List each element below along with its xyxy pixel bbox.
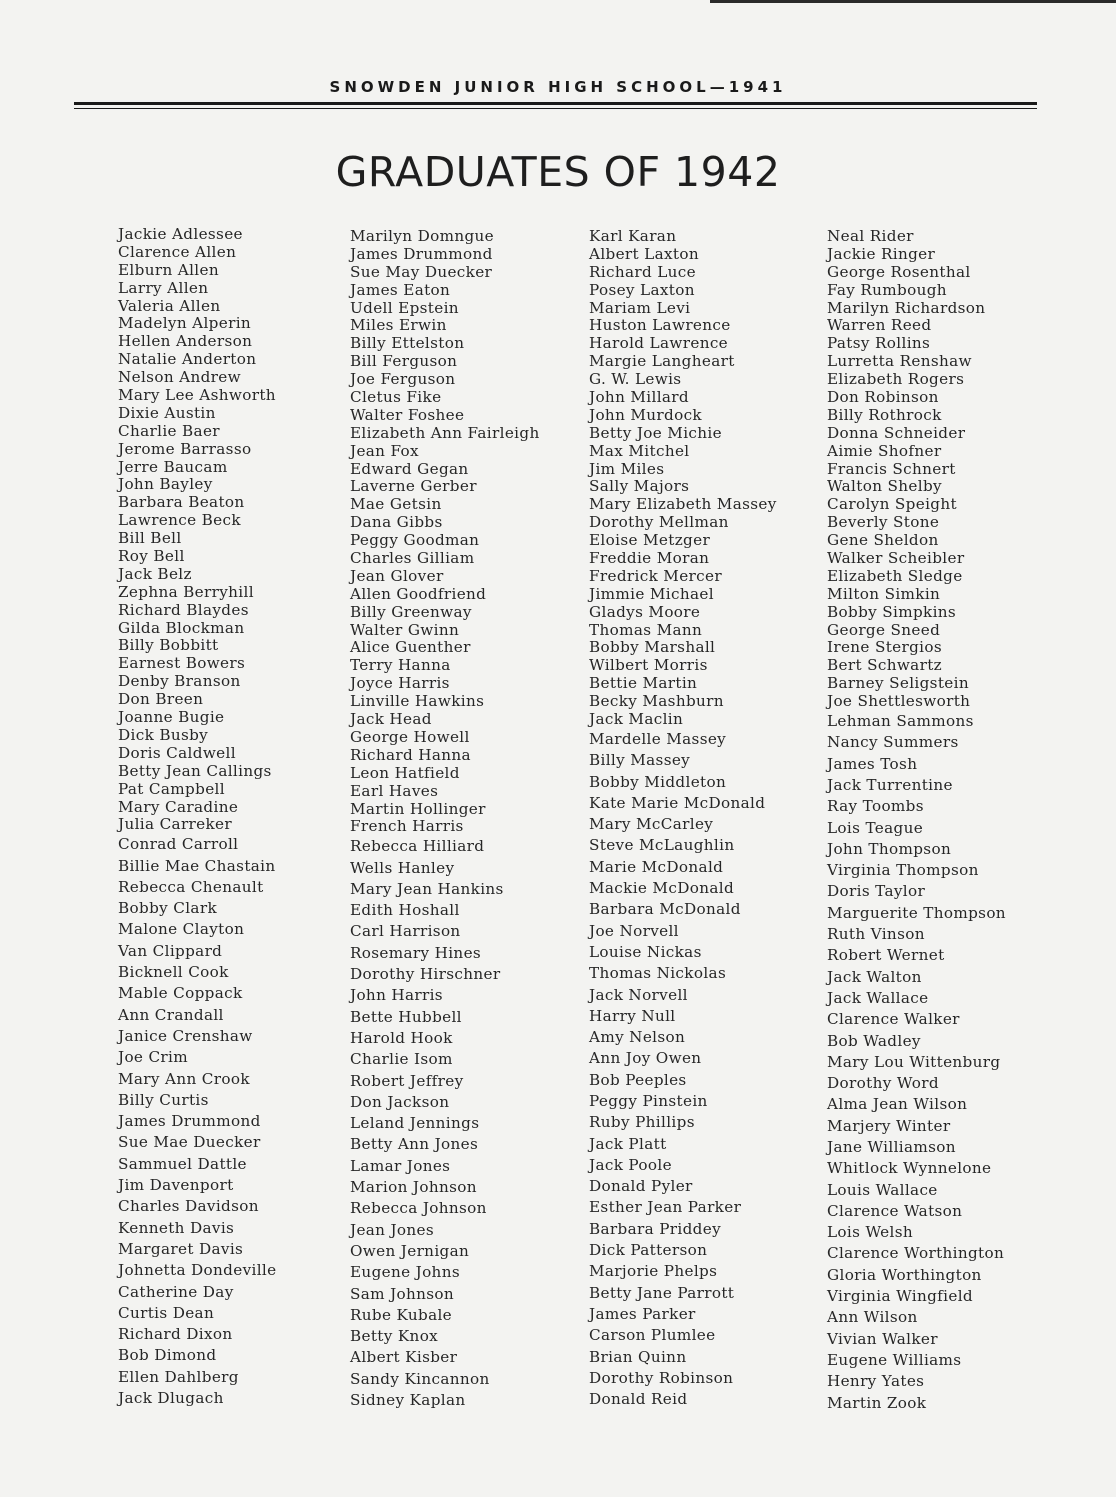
- graduate-name: Louis Wallace: [827, 1180, 938, 1199]
- graduate-name: Neal Rider: [827, 227, 914, 245]
- graduate-name: Margaret Davis: [118, 1239, 244, 1258]
- graduate-name: Jack Head: [350, 710, 432, 729]
- graduate-name: Kate Marie McDonald: [589, 793, 766, 812]
- graduate-name: Dick Busby: [118, 725, 209, 744]
- graduate-name: John Bayley: [118, 475, 213, 494]
- graduate-name: Francis Schnert: [827, 459, 956, 478]
- graduate-name: Dana Gibbs: [350, 513, 443, 532]
- graduate-name: Edith Hoshall: [350, 901, 460, 920]
- graduate-name: Walton Shelby: [827, 477, 942, 496]
- graduate-name: Martin Hollinger: [350, 799, 486, 818]
- graduate-name: Joe Crim: [118, 1048, 188, 1067]
- graduate-name: Donald Pyler: [589, 1177, 693, 1196]
- graduate-name: Nelson Andrew: [118, 368, 241, 387]
- graduate-name: Lamar Jones: [350, 1156, 451, 1175]
- graduate-name: Billy Rothrock: [827, 405, 942, 424]
- graduate-name: Jean Glover: [350, 566, 444, 585]
- graduate-name: Mable Coppack: [118, 984, 243, 1003]
- graduate-name: Malone Clayton: [118, 920, 245, 939]
- graduate-name: Lawrence Beck: [118, 511, 241, 530]
- graduate-name: Barbara Priddey: [589, 1219, 721, 1238]
- graduate-name: Linville Hawkins: [350, 692, 485, 711]
- graduate-name: Betty Jane Parrott: [589, 1283, 735, 1302]
- graduate-name: Carolyn Speight: [827, 495, 957, 514]
- graduate-name: Madelyn Alperin: [118, 314, 252, 333]
- graduate-name: Catherine Day: [118, 1282, 234, 1301]
- graduate-name: Jackie Ringer: [827, 244, 936, 263]
- graduate-name: Mary Elizabeth Massey: [589, 495, 777, 514]
- graduate-name: Barney Seligstein: [827, 674, 969, 693]
- names-column-4: [827, 228, 1006, 1414]
- graduate-name: Peggy Goodman: [350, 531, 480, 550]
- graduate-name: Laverne Gerber: [350, 477, 477, 496]
- header-rule-thick: [74, 102, 1037, 105]
- graduate-name: Marilyn Domngue: [350, 227, 495, 245]
- graduate-name: Earnest Bowers: [118, 654, 246, 673]
- graduate-name: Clarence Allen: [118, 242, 237, 261]
- graduate-name: Mardelle Massey: [589, 729, 727, 748]
- graduate-name: John Harris: [350, 986, 443, 1005]
- graduate-name: Jack Maclin: [589, 710, 684, 729]
- graduate-name: George Rosenthal: [827, 262, 971, 281]
- graduate-name: Lurretta Renshaw: [827, 352, 972, 371]
- graduate-name: Robert Jeffrey: [350, 1071, 464, 1090]
- graduate-name: Henry Yates: [827, 1372, 925, 1391]
- graduate-name: Harry Null: [589, 1006, 676, 1025]
- graduate-name: Lois Teague: [827, 818, 924, 837]
- graduate-name: Betty Jean Callings: [118, 761, 272, 780]
- graduate-name: Doris Taylor: [827, 882, 926, 901]
- graduate-name: Bob Dimond: [118, 1346, 217, 1365]
- graduate-name: Richard Blaydes: [118, 600, 249, 619]
- graduate-name: Billy Bobbitt: [118, 636, 219, 655]
- names-column-3: [589, 228, 777, 1410]
- graduate-name: Elizabeth Sledge: [827, 566, 963, 585]
- graduate-name: Marjorie Phelps: [589, 1262, 718, 1281]
- graduate-name: Billy Massey: [589, 751, 691, 770]
- graduate-name: Thomas Mann: [589, 620, 703, 639]
- graduate-name: Valeria Allen: [118, 296, 221, 315]
- graduate-name: Jerre Baucam: [118, 457, 228, 476]
- graduate-name: Warren Reed: [827, 316, 932, 335]
- graduate-name: Dorothy Word: [827, 1074, 939, 1093]
- graduate-name: Don Breen: [118, 690, 204, 709]
- graduate-name: Bob Wadley: [827, 1031, 921, 1050]
- graduate-name: John Millard: [589, 388, 689, 407]
- graduate-name: Ruth Vinson: [827, 925, 925, 944]
- graduate-name: Fredrick Mercer: [589, 566, 722, 585]
- graduate-name: Alma Jean Wilson: [827, 1095, 968, 1114]
- graduate-name: Patsy Rollins: [827, 334, 931, 353]
- graduate-name: Rube Kubale: [350, 1305, 453, 1324]
- graduate-name: Robert Wernet: [827, 946, 945, 965]
- graduate-name: James Drummond: [350, 244, 493, 263]
- graduate-name: James Eaton: [350, 280, 451, 299]
- graduate-name: Gloria Worthington: [827, 1265, 982, 1284]
- graduate-name: Sue Mae Duecker: [118, 1133, 261, 1152]
- graduate-name: Clarence Watson: [827, 1201, 963, 1220]
- graduate-name: Jim Miles: [589, 459, 665, 478]
- graduate-name: Bill Bell: [118, 529, 182, 548]
- graduate-name: Mary McCarley: [589, 815, 714, 834]
- graduate-name: Charlie Baer: [118, 421, 220, 440]
- graduate-name: Betty Ann Jones: [350, 1135, 479, 1154]
- graduate-name: Walter Gwinn: [350, 620, 460, 639]
- graduate-name: Mackie McDonald: [589, 879, 735, 898]
- graduate-name: Jack Poole: [589, 1155, 672, 1174]
- graduate-name: Bette Hubbell: [350, 1007, 462, 1026]
- graduate-name: Harold Lawrence: [589, 334, 729, 353]
- graduate-name: Jane Williamson: [827, 1137, 956, 1156]
- graduate-name: Earl Haves: [350, 781, 439, 800]
- graduate-name: James Drummond: [118, 1112, 261, 1131]
- graduate-name: Steve McLaughlin: [589, 836, 735, 855]
- graduate-name: Curtis Dean: [118, 1303, 215, 1322]
- graduate-name: Bicknell Cook: [118, 963, 229, 982]
- graduate-name: Virginia Wingfield: [827, 1287, 973, 1306]
- graduate-name: Wilbert Morris: [589, 656, 708, 675]
- graduate-name: Brian Quinn: [589, 1347, 687, 1366]
- graduate-name: Fay Rumbough: [827, 280, 947, 299]
- graduate-name: Whitlock Wynnelone: [827, 1159, 992, 1178]
- graduate-name: Barbara McDonald: [589, 900, 741, 919]
- graduate-name: Bert Schwartz: [827, 656, 943, 675]
- graduate-name: Nancy Summers: [827, 733, 959, 752]
- graduate-name: Jim Davenport: [118, 1176, 234, 1195]
- names-column-2: [350, 228, 540, 1411]
- graduate-name: Gene Sheldon: [827, 531, 939, 550]
- graduate-name: Betty Knox: [350, 1327, 439, 1346]
- graduate-name: Dick Patterson: [589, 1241, 708, 1260]
- graduate-name: Walker Scheibler: [827, 549, 965, 568]
- graduate-name: Mary Caradine: [118, 797, 239, 816]
- graduate-name: Mae Getsin: [350, 495, 442, 514]
- graduate-name: Amy Nelson: [589, 1028, 686, 1047]
- graduate-name: Leon Hatfield: [350, 763, 460, 782]
- graduate-name: Ann Crandall: [118, 1005, 224, 1024]
- graduate-name: Milton Simkin: [827, 584, 941, 603]
- graduate-name: Mary Jean Hankins: [350, 879, 504, 898]
- graduate-name: Denby Branson: [118, 672, 241, 691]
- graduate-name: Bob Peeples: [589, 1070, 687, 1089]
- graduate-name: Margie Langheart: [589, 352, 735, 371]
- graduate-name: Kenneth Davis: [118, 1218, 235, 1237]
- graduate-name: Rebecca Johnson: [350, 1199, 487, 1218]
- graduate-name: Jack Walton: [827, 967, 922, 986]
- graduate-name: Rebecca Hilliard: [350, 837, 485, 856]
- page-title: GRADUATES OF 1942: [335, 148, 781, 196]
- graduate-name: Ruby Phillips: [589, 1113, 695, 1132]
- graduate-name: Richard Luce: [589, 262, 697, 281]
- graduate-name: Sue May Duecker: [350, 262, 493, 281]
- graduate-name: Ray Toombs: [827, 797, 924, 816]
- graduate-name: Billy Curtis: [118, 1090, 209, 1109]
- graduate-name: Marilyn Richardson: [827, 298, 986, 317]
- graduate-name: Bettie Martin: [589, 674, 698, 693]
- graduate-name: Jack Norvell: [589, 985, 688, 1004]
- graduate-name: Sandy Kincannon: [350, 1369, 490, 1388]
- graduate-name: Roy Bell: [118, 547, 185, 566]
- graduate-name: Gilda Blockman: [118, 618, 245, 637]
- graduate-name: Carl Harrison: [350, 922, 461, 941]
- graduate-name: Zephna Berryhill: [118, 582, 254, 601]
- graduate-name: French Harris: [350, 817, 464, 836]
- graduate-name: Julia Carreker: [118, 815, 233, 834]
- graduate-name: John Murdock: [589, 405, 702, 424]
- graduate-name: Billy Greenway: [350, 602, 472, 621]
- graduate-name: G. W. Lewis: [589, 370, 682, 389]
- graduate-name: Betty Joe Michie: [589, 423, 722, 442]
- graduate-name: James Parker: [589, 1304, 696, 1323]
- graduate-name: Mary Ann Crook: [118, 1069, 250, 1088]
- graduate-name: Johnetta Dondeville: [118, 1261, 277, 1280]
- graduate-name: Gladys Moore: [589, 602, 701, 621]
- graduate-name: Marguerite Thompson: [827, 903, 1006, 922]
- graduate-name: Aimie Shofner: [827, 441, 942, 460]
- graduate-name: Donald Reid: [589, 1390, 688, 1409]
- graduate-name: Billy Ettelston: [350, 334, 465, 353]
- graduate-name: Huston Lawrence: [589, 316, 731, 335]
- graduate-name: Clarence Walker: [827, 1010, 960, 1029]
- graduate-name: Joe Ferguson: [350, 370, 456, 389]
- graduate-name: George Howell: [350, 727, 470, 746]
- graduate-name: Richard Hanna: [350, 745, 471, 764]
- graduate-name: Rebecca Chenault: [118, 877, 264, 896]
- graduate-name: Marion Johnson: [350, 1178, 477, 1197]
- graduate-name: Jack Dlugach: [118, 1389, 224, 1407]
- graduate-name: Ellen Dahlberg: [118, 1367, 239, 1386]
- names-column-1: [118, 226, 276, 1409]
- graduate-name: Eugene Williams: [827, 1350, 962, 1369]
- graduate-name: Allen Goodfriend: [350, 584, 487, 603]
- graduate-name: Richard Dixon: [118, 1325, 233, 1344]
- graduate-name: Irene Stergios: [827, 638, 943, 657]
- graduate-name: Jackie Adlessee: [118, 225, 243, 243]
- graduate-name: Sammuel Dattle: [118, 1154, 247, 1173]
- graduate-name: Owen Jernigan: [350, 1241, 470, 1260]
- graduate-name: Sidney Kaplan: [350, 1391, 466, 1409]
- graduate-name: Mary Lou Wittenburg: [827, 1052, 1001, 1071]
- graduate-name: Louise Nickas: [589, 942, 702, 961]
- graduate-name: Joe Shettlesworth: [827, 692, 971, 711]
- graduate-name: James Tosh: [827, 754, 918, 773]
- graduate-name: Carson Plumlee: [589, 1326, 716, 1345]
- graduate-name: Jack Belz: [118, 564, 192, 583]
- header-rule-thin: [74, 108, 1037, 109]
- graduate-name: Dixie Austin: [118, 403, 216, 422]
- graduate-name: John Thompson: [827, 839, 952, 858]
- graduate-name: Terry Hanna: [350, 656, 451, 675]
- graduate-name: Charles Gilliam: [350, 549, 475, 568]
- graduate-name: Martin Zook: [827, 1393, 927, 1412]
- graduate-name: Wells Hanley: [350, 858, 455, 877]
- graduate-name: Don Jackson: [350, 1092, 450, 1111]
- graduate-name: Lois Welsh: [827, 1223, 913, 1242]
- graduate-name: Jimmie Michael: [589, 584, 714, 603]
- graduate-name: Hellen Anderson: [118, 332, 253, 351]
- graduate-name: Donna Schneider: [827, 423, 966, 442]
- top-edge-rule: [710, 0, 1116, 3]
- graduate-name: Jean Jones: [350, 1220, 435, 1239]
- graduate-name: Jack Wallace: [827, 988, 929, 1007]
- graduate-name: Bobby Middleton: [589, 772, 727, 791]
- graduate-name: Marie McDonald: [589, 857, 724, 876]
- graduate-name: Joe Norvell: [589, 921, 679, 940]
- graduate-name: Charles Davidson: [118, 1197, 259, 1216]
- graduate-name: Esther Jean Parker: [589, 1198, 742, 1217]
- graduate-name: Elizabeth Ann Fairleigh: [350, 423, 540, 442]
- graduate-name: Mariam Levi: [589, 298, 691, 317]
- graduate-name: Natalie Anderton: [118, 350, 257, 369]
- graduate-name: Albert Kisber: [350, 1348, 458, 1367]
- graduate-name: Posey Laxton: [589, 280, 695, 299]
- graduate-name: Mary Lee Ashworth: [118, 386, 276, 405]
- graduate-name: Doris Caldwell: [118, 743, 236, 762]
- graduate-name: Bobby Clark: [118, 899, 218, 918]
- graduate-name: Max Mitchel: [589, 441, 690, 460]
- graduate-name: Eloise Metzger: [589, 531, 711, 550]
- graduate-name: Sally Majors: [589, 477, 690, 496]
- graduate-name: Elburn Allen: [118, 260, 219, 279]
- graduate-name: Cletus Fike: [350, 388, 442, 407]
- graduate-name: Alice Guenther: [350, 638, 471, 657]
- graduate-name: Walter Foshee: [350, 405, 465, 424]
- graduate-name: Rosemary Hines: [350, 943, 482, 962]
- graduate-name: Virginia Thompson: [827, 861, 979, 880]
- graduate-name: Don Robinson: [827, 388, 939, 407]
- graduate-name: Peggy Pinstein: [589, 1091, 708, 1110]
- graduate-name: Joyce Harris: [350, 674, 450, 693]
- graduate-name: Clarence Worthington: [827, 1244, 1005, 1263]
- graduate-name: Freddie Moran: [589, 549, 710, 568]
- graduate-name: Miles Erwin: [350, 316, 447, 335]
- graduate-name: Udell Epstein: [350, 298, 459, 317]
- graduate-name: Vivian Walker: [827, 1329, 938, 1348]
- graduate-name: Lehman Sammons: [827, 712, 974, 731]
- running-head: SNOWDEN JUNIOR HIGH SCHOOL—1941: [329, 78, 787, 96]
- graduate-name: Beverly Stone: [827, 513, 940, 532]
- graduate-name: Becky Mashburn: [589, 692, 724, 711]
- graduate-name: Marjery Winter: [827, 1116, 951, 1135]
- graduate-name: Jean Fox: [350, 441, 419, 460]
- graduate-name: Ann Joy Owen: [589, 1049, 702, 1068]
- graduate-name: Dorothy Robinson: [589, 1368, 734, 1387]
- graduate-name: Albert Laxton: [589, 244, 700, 263]
- graduate-name: Janice Crenshaw: [118, 1026, 253, 1045]
- graduate-name: Thomas Nickolas: [589, 964, 727, 983]
- graduate-name: Barbara Beaton: [118, 493, 245, 512]
- graduate-name: Dorothy Hirschner: [350, 965, 501, 984]
- graduate-name: Elizabeth Rogers: [827, 370, 965, 389]
- graduate-name: Ann Wilson: [827, 1308, 918, 1327]
- graduate-name: Dorothy Mellman: [589, 513, 729, 532]
- graduate-name: Bobby Simpkins: [827, 602, 957, 621]
- graduate-name: Jack Turrentine: [827, 775, 953, 794]
- graduate-name: Van Clippard: [118, 941, 223, 960]
- graduate-name: Leland Jennings: [350, 1114, 480, 1133]
- graduate-name: Bobby Marshall: [589, 638, 716, 657]
- graduate-name: Karl Karan: [589, 227, 677, 245]
- graduate-name: Joanne Bugie: [118, 708, 225, 727]
- graduate-name: Bill Ferguson: [350, 352, 458, 371]
- graduate-name: Jack Platt: [589, 1134, 667, 1153]
- graduate-name: Charlie Isom: [350, 1050, 453, 1069]
- graduate-name: Larry Allen: [118, 278, 209, 297]
- graduate-name: Harold Hook: [350, 1028, 453, 1047]
- graduate-name: Eugene Johns: [350, 1263, 460, 1282]
- graduate-name: Sam Johnson: [350, 1284, 455, 1303]
- graduate-name: Conrad Carroll: [118, 835, 239, 854]
- graduate-name: Billie Mae Chastain: [118, 856, 276, 875]
- graduate-name: Edward Gegan: [350, 459, 469, 478]
- graduate-name: Pat Campbell: [118, 779, 225, 798]
- graduate-name: Jerome Barrasso: [118, 439, 252, 458]
- graduate-name: George Sneed: [827, 620, 941, 639]
